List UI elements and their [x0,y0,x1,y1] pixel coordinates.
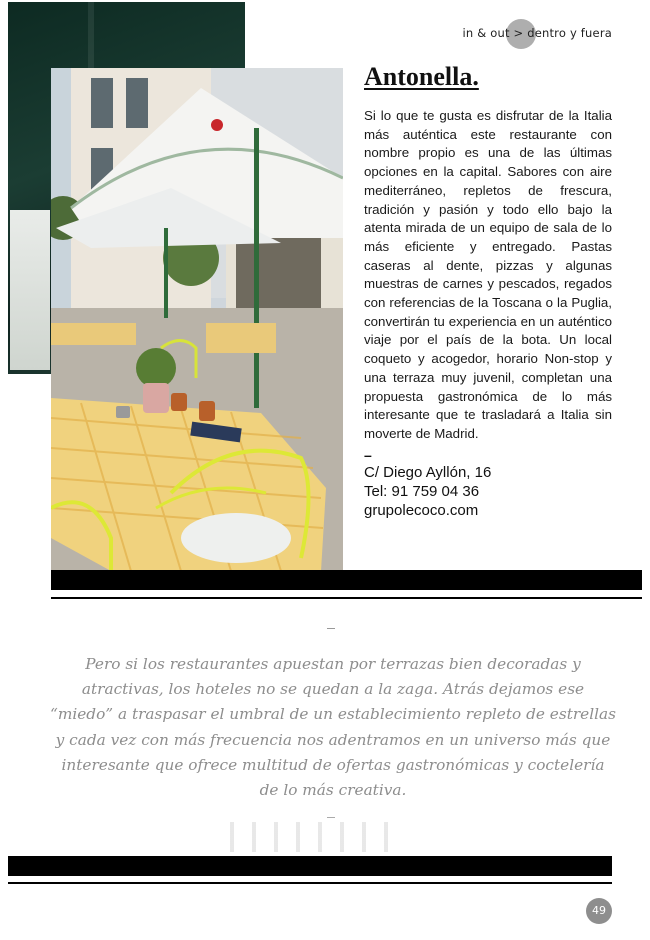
quote-dash-bottom [327,817,335,818]
faded-background-pattern [230,822,400,852]
rule-bottom [8,882,612,884]
white-chair-detail [10,210,50,370]
quote-dash-top [327,628,335,629]
contact-separator: – [364,447,372,463]
pull-quote: Pero si los restaurantes apuestan por terrazas bien decoradas y atractivas, los hoteles no se quedan a la zaga. Atrás dejamos ese “miedo” a traspasar el umbral de un establecimiento repleto de estrellas y cada vez con más frecuencia nos adentramos en un universo más que interesante que ofrece multitud de ofertas gastronómicas y coctelería de lo más creativa. [50,655,616,800]
article-body: Si lo que te gusta es disfrutar de la Italia más auténtica este restaurante con nombre propio es una de las últimas opciones en la capital. Sabores con aire mediterráneo, repletos de frescura, tradición y pasión y todo ello bajo la atenta mirada de un equipo de sala de lo más eficiente y entregado. Pastas caseras al dente, pizzas y algunas muestras de carnes y pescados, regados con referencias de la Toscana o la Puglia, convertirán tu experiencia en un auténtico viaje por el país de la bota. Un local coqueto y acogedor, horario Non-stop y una terraza muy juvenil, completan una propuesta gastronómica de lo más interesante que te trasladará a Italia sin moverte de Madrid. [364,108,612,441]
restaurant-title: Antonella. [364,62,479,91]
section-label: in & out > dentro y fuera [462,26,612,40]
black-bar-bottom [8,856,612,876]
contact-block [364,463,491,520]
black-bar-top [51,570,642,590]
rule-top [51,597,642,599]
restaurant-terrace-photo [51,68,343,571]
phone: Tel: 91 759 04 36 [364,483,480,500]
website: grupolecoco.com [364,502,479,519]
address: C/ Diego Ayllón, 16 [364,464,492,481]
section-header [462,26,612,40]
page-number: 49 [586,898,612,924]
